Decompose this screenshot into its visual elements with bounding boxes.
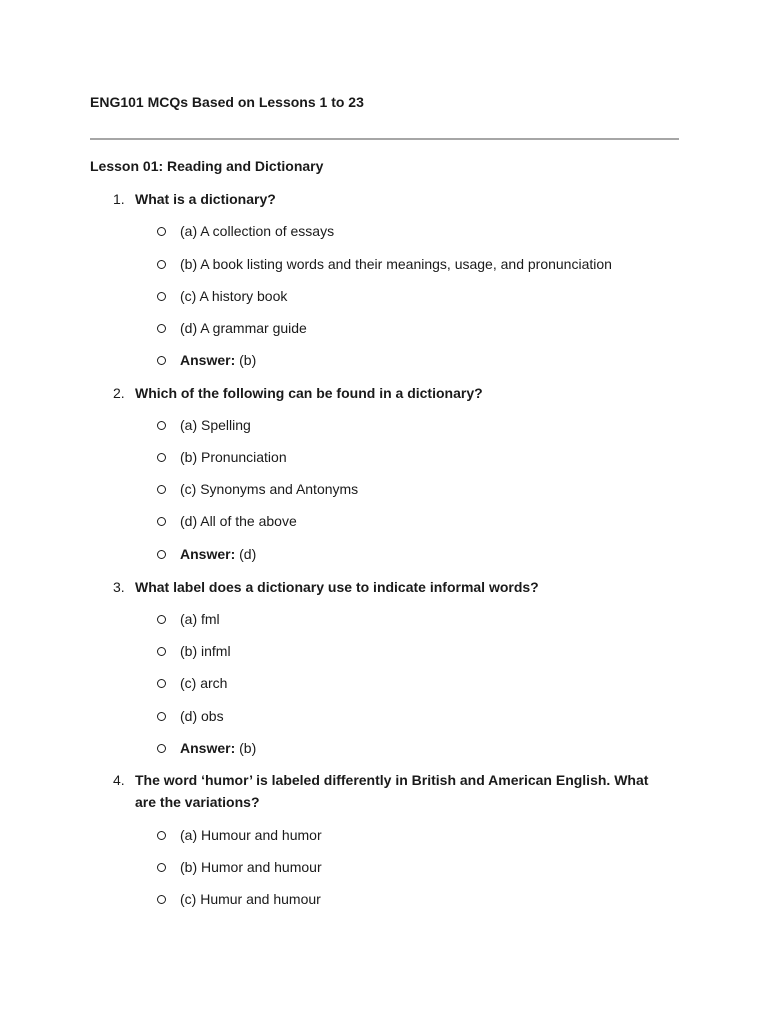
option-text: (b) A book listing words and their meanings, usage, and pronunciation [180, 256, 612, 272]
question-text: What label does a dictionary use to indicate informal words? [135, 579, 539, 595]
question-number: 1. [113, 191, 125, 207]
lesson-heading: Lesson 01: Reading and Dictionary [90, 158, 324, 174]
option-item [157, 609, 220, 629]
circle-bullet-icon [157, 831, 166, 840]
answer-item [157, 738, 256, 758]
option-item [157, 447, 287, 467]
option-text: (a) Humour and humor [180, 827, 322, 843]
option-item [157, 825, 322, 845]
answer-item [157, 350, 256, 370]
option-item [157, 673, 227, 693]
answer-label: Answer: [180, 352, 236, 368]
question-number: 4. [113, 772, 125, 788]
option-text: (c) arch [180, 675, 228, 691]
answer-value: (d) [235, 546, 257, 562]
circle-bullet-icon [157, 292, 166, 301]
circle-bullet-icon [157, 615, 166, 624]
option-item [157, 221, 334, 241]
option-text: (a) fml [180, 611, 220, 627]
question-4 [113, 769, 673, 813]
option-item [157, 318, 307, 338]
option-item [157, 511, 297, 531]
answer-value: (b) [235, 352, 257, 368]
horizontal-rule [90, 138, 679, 140]
option-text: (c) Synonyms and Antonyms [180, 481, 359, 497]
option-text: (a) A collection of essays [180, 223, 335, 239]
question-text: What is a dictionary? [135, 191, 276, 207]
circle-bullet-icon [157, 647, 166, 656]
option-text: (d) obs [180, 708, 224, 724]
question-text: Which of the following can be found in a dictionary? [135, 385, 483, 401]
question-number: 3. [113, 579, 125, 595]
circle-bullet-icon [157, 895, 166, 904]
option-text: (d) A grammar guide [180, 320, 307, 336]
circle-bullet-icon [157, 421, 166, 430]
question-text: The word ‘humor’ is labeled differently in British and American English. What are the variations? [135, 772, 649, 810]
option-item [157, 286, 287, 306]
circle-bullet-icon [157, 679, 166, 688]
option-text: (a) Spelling [180, 417, 251, 433]
option-item [157, 254, 612, 274]
option-item [157, 706, 224, 726]
circle-bullet-icon [157, 485, 166, 494]
circle-bullet-icon [157, 356, 166, 365]
question-1 [113, 188, 673, 210]
option-text: (c) A history book [180, 288, 288, 304]
option-item [157, 889, 321, 909]
option-item [157, 415, 251, 435]
option-text: (c) Humur and humour [180, 891, 321, 907]
answer-value: (b) [235, 740, 257, 756]
circle-bullet-icon [157, 744, 166, 753]
circle-bullet-icon [157, 227, 166, 236]
answer-item [157, 544, 256, 564]
option-item [157, 857, 322, 877]
circle-bullet-icon [157, 863, 166, 872]
question-number: 2. [113, 385, 125, 401]
option-text: (d) All of the above [180, 513, 297, 529]
option-text: (b) Humor and humour [180, 859, 322, 875]
question-3 [113, 576, 673, 598]
answer-label: Answer: [180, 740, 236, 756]
circle-bullet-icon [157, 712, 166, 721]
circle-bullet-icon [157, 453, 166, 462]
option-item [157, 641, 231, 661]
document-title: ENG101 MCQs Based on Lessons 1 to 23 [90, 94, 364, 110]
option-text: (b) Pronunciation [180, 449, 287, 465]
answer-label: Answer: [180, 546, 236, 562]
circle-bullet-icon [157, 550, 166, 559]
option-item [157, 479, 358, 499]
circle-bullet-icon [157, 324, 166, 333]
question-2 [113, 382, 673, 404]
circle-bullet-icon [157, 517, 166, 526]
option-text: (b) infml [180, 643, 231, 659]
circle-bullet-icon [157, 260, 166, 269]
